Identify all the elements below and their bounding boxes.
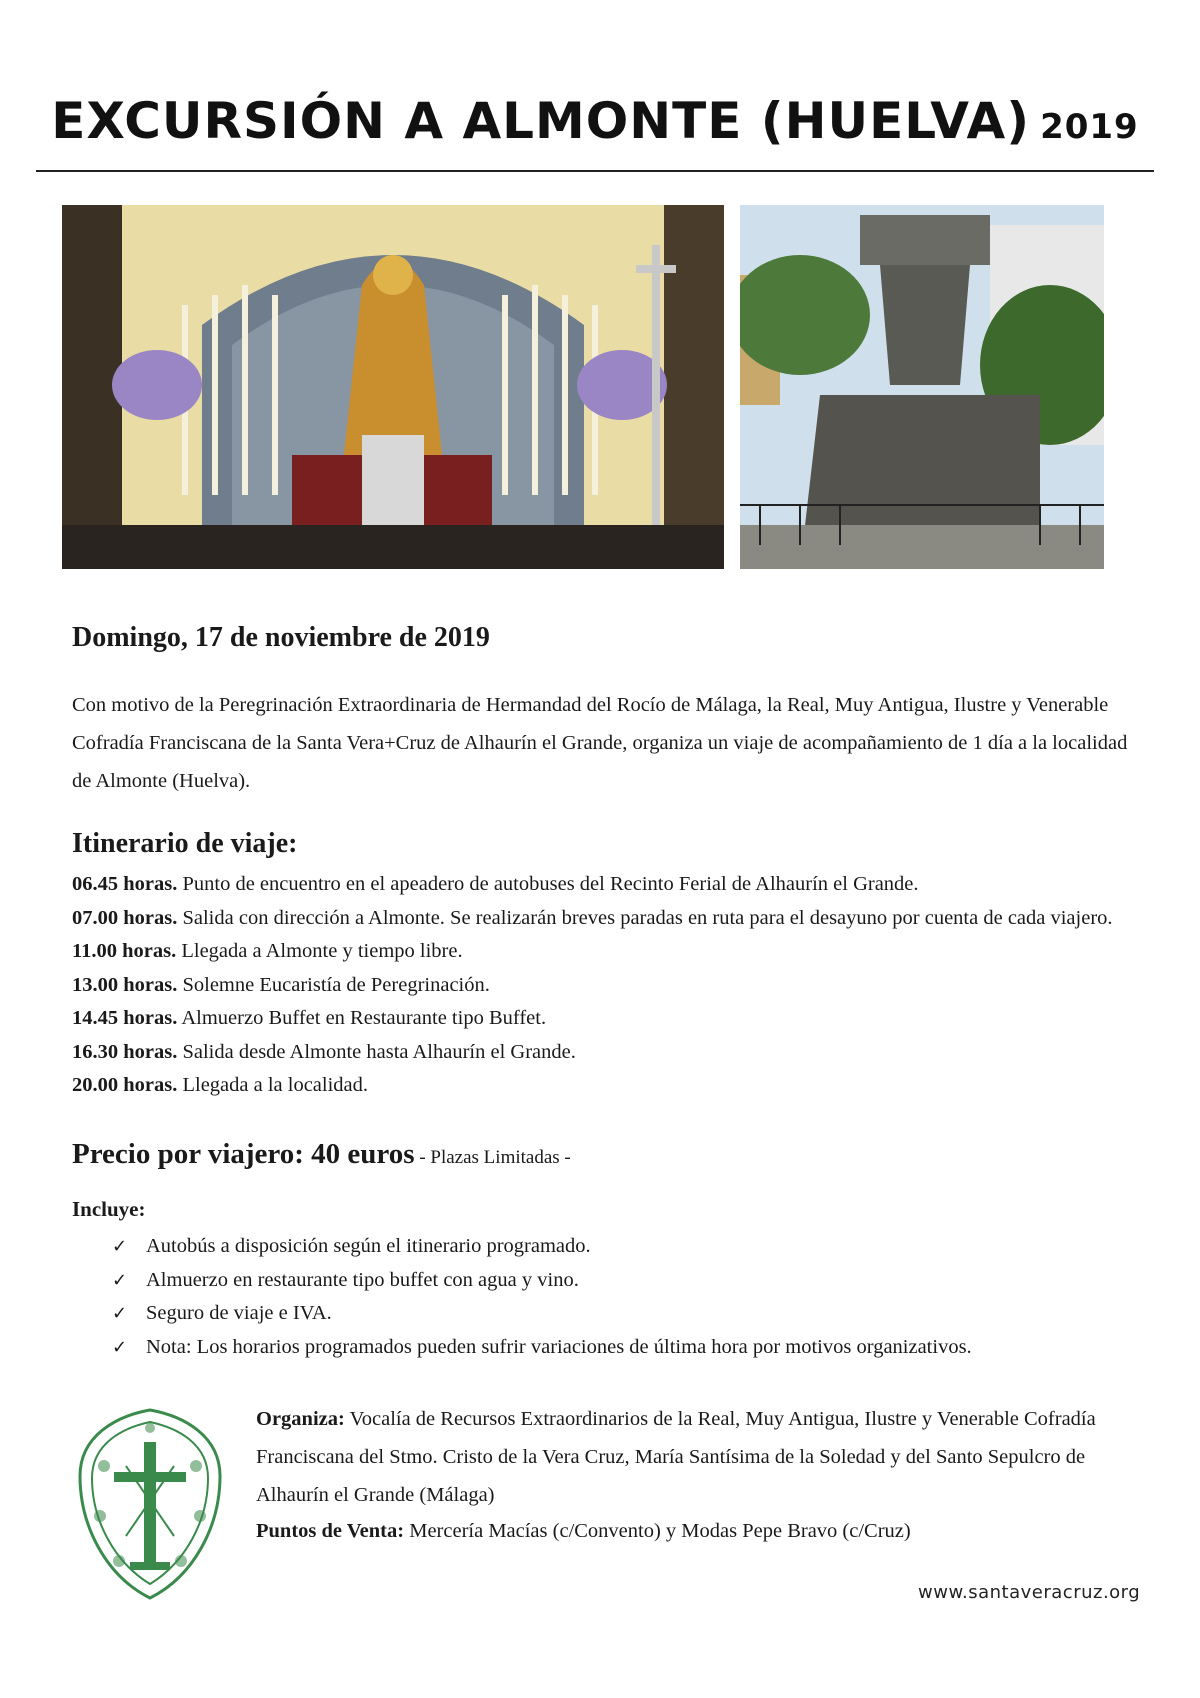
itinerary-item	[72, 935, 1113, 969]
includes-heading: Incluye:	[72, 1197, 146, 1221]
organizer-body: Vocalía de Recursos Extraordinarios de la Real, Muy Antigua, Ilustre y Venerable Cofradía Franciscana del Stmo. Cristo de la Vera Cruz, María Santísima de la Soledad y del Santo Sepulcro de Alhaurín el Grande (Málaga)	[256, 1408, 1096, 1506]
page-title	[36, 92, 1154, 150]
price-line	[72, 1138, 571, 1171]
monument-photo	[740, 205, 1104, 569]
organizer-label: Organiza:	[256, 1408, 345, 1430]
altar-illustration	[62, 205, 724, 569]
itinerary-time: 20.00 horas.	[72, 1074, 178, 1096]
sales-label: Puntos de Venta:	[256, 1520, 405, 1542]
itinerary-text: Llegada a Almonte y tiempo libre.	[176, 940, 463, 962]
includes-item	[112, 1331, 972, 1365]
monument-illustration	[740, 205, 1104, 569]
itinerary-item	[72, 868, 1113, 902]
itinerary-text: Llegada a la localidad.	[177, 1074, 369, 1096]
itinerary-text: Salida desde Almonte hasta Alhaurín el Grande.	[177, 1040, 576, 1063]
itinerary-time: 11.00 horas.	[72, 940, 177, 962]
check-icon: ✓	[112, 1269, 128, 1291]
includes-text: Autobús a disposición según el itinerario programado.	[146, 1235, 591, 1257]
itinerary-time: 16.30 horas.	[72, 1040, 178, 1063]
sales-body: Mercería Macías (c/Convento) y Modas Pepe Bravo (c/Cruz)	[404, 1520, 911, 1542]
itinerary-list	[72, 868, 1113, 1103]
itinerary-text: Almuerzo Buffet en Restaurante tipo Buffet.	[177, 1007, 547, 1029]
title-year: 2019	[1040, 107, 1139, 147]
event-date: Domingo, 17 de noviembre de 2019	[72, 622, 490, 653]
includes-text: Seguro de viaje e IVA.	[146, 1302, 332, 1324]
includes-item	[112, 1230, 972, 1264]
itinerary-time: 13.00 horas.	[72, 973, 178, 996]
itinerary-time: 07.00 horas.	[72, 906, 178, 929]
check-icon: ✓	[112, 1236, 128, 1257]
itinerary-time: 14.45 horas.	[72, 1007, 178, 1029]
sales-points	[256, 1520, 911, 1543]
includes-text: Almuerzo en restaurante tipo buffet con agua y vino.	[146, 1268, 579, 1291]
itinerary-text: Punto de encuentro en el apeadero de autobuses del Recinto Ferial de Alhaurín el Grande.	[177, 873, 919, 895]
intro-paragraph: Con motivo de la Peregrinación Extraordinaria de Hermandad del Rocío de Málaga, la Real, Muy Antigua, Ilustre y Venerable Cofradía Franciscana de la Santa Vera+Cruz de Alhaurín el Grande, organiza un viaje de acompañamiento de 1 día a la localidad de Almonte (Huelva).	[72, 694, 1128, 792]
itinerary-time: 06.45 horas.	[72, 873, 178, 895]
itinerary-item	[72, 969, 1113, 1003]
check-icon: ✓	[112, 1336, 128, 1358]
altar-photo	[62, 205, 724, 569]
title-main: EXCURSIÓN A ALMONTE (HUELVA)	[51, 92, 1031, 150]
includes-item	[112, 1264, 972, 1298]
includes-text: Nota: Los horarios programados pueden sufrir variaciones de última hora por motivos organizativos.	[146, 1335, 972, 1358]
check-icon: ✓	[112, 1303, 128, 1324]
title-divider	[36, 170, 1154, 172]
includes-list	[112, 1230, 972, 1364]
itinerary-text: Solemne Eucaristía de Peregrinación.	[177, 973, 490, 996]
website-url: www.santaveracruz.org	[918, 1582, 1141, 1603]
itinerary-item	[72, 1036, 1113, 1070]
price-note: - Plazas Limitadas -	[414, 1147, 571, 1168]
price-label: Precio por viajero: 40 euros	[72, 1138, 415, 1170]
organizer-text	[256, 1400, 1136, 1514]
cross-emblem-icon	[74, 1406, 226, 1602]
itinerary-item	[72, 1002, 1113, 1036]
includes-item	[112, 1297, 972, 1331]
itinerary-text: Salida con dirección a Almonte. Se realizarán breves paradas en ruta para el desayuno por cuenta de cada viajero.	[177, 906, 1113, 929]
cofradia-emblem	[74, 1406, 226, 1602]
itinerary-heading: Itinerario de viaje:	[72, 828, 298, 859]
itinerary-item	[72, 1069, 1113, 1103]
itinerary-item	[72, 902, 1113, 936]
